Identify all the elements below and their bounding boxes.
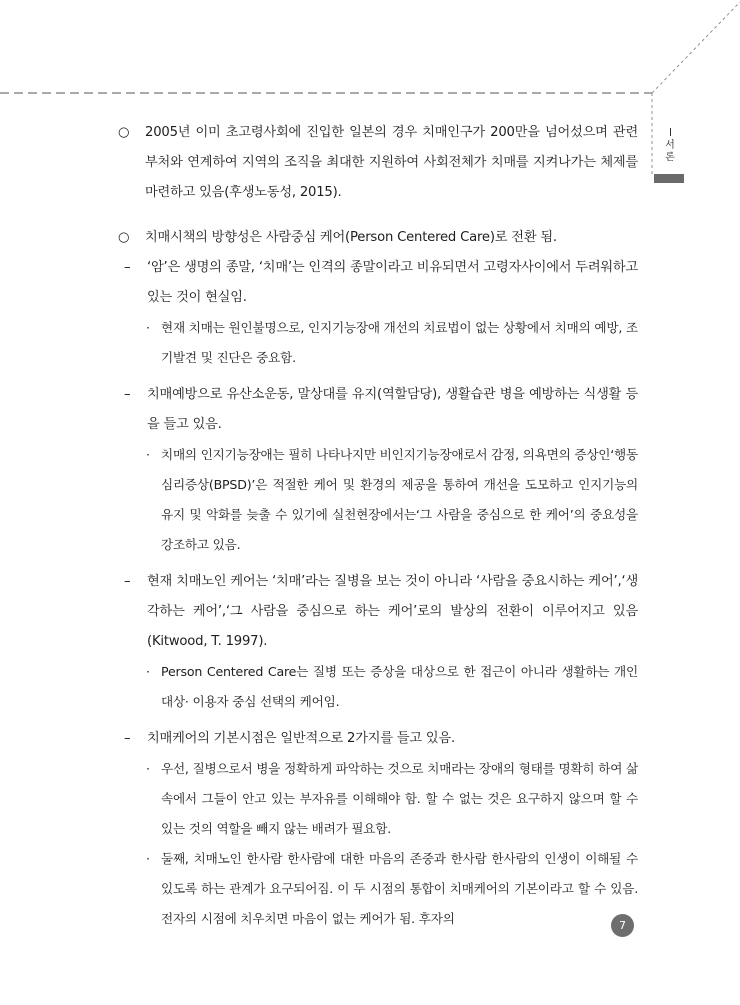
side-tab-bar (670, 128, 671, 136)
circle-bullet: ○ (118, 230, 130, 245)
circle-bullet: ○ (118, 125, 130, 140)
dash-bullet: – (124, 387, 131, 402)
paragraph-text: Person Centered Care는 질병 또는 증상을 대상으로 한 접근이 아니라 생활하는 개인대상· 이용자 중심 선택의 케어임. (161, 664, 638, 709)
paragraph-text: 치매예방으로 유산소운동, 말상대를 유지(역할담당), 생활습관 병을 예방하는 식생활 등을 들고 있음. (147, 387, 638, 432)
paragraph-text: 치매케어의 기본시점은 일반적으로 2가지를 들고 있음. (147, 731, 456, 746)
paragraph-4 (146, 313, 638, 373)
dot-bullet: · (146, 851, 150, 866)
paragraph-3 (124, 253, 638, 313)
paragraph-2 (118, 223, 638, 253)
paragraph-9 (124, 724, 638, 754)
paragraph-text: 현재 치매노인 케어는 ‘치매’라는 질병을 보는 것이 아니라 ‘사람을 중요시하는 케어’,‘생각하는 케어’,‘그 사람을 중심으로 하는 케어’로의 발상의 전환이 이루어지고 있음(Kitwood, T. 1997). (147, 574, 638, 649)
dash-bullet: – (124, 731, 131, 746)
dot-bullet: · (146, 664, 150, 679)
dot-bullet: · (146, 761, 150, 776)
paragraph-5 (124, 380, 638, 440)
paragraph-text: 현재 치매는 원인불명으로, 인지기능장애 개선의 치료법이 없는 상황에서 치매의 예방, 조기발견 및 진단은 중요함. (161, 320, 638, 365)
paragraph-7 (124, 567, 638, 657)
paragraph-1 (118, 118, 638, 208)
paragraph-text: 둘째, 치매노인 한사람 한사람에 대한 마음의 존중과 한사람 한사람의 인생이 이해될 수 있도록 하는 관계가 요구되어짐. 이 두 시점의 통합이 치매케어의 기본이라고 할 수 있음. 전자의 시점에 치우치면 마음이 없는 케어가 됨. 후자의 (161, 851, 638, 926)
chapter-side-tab (656, 122, 684, 164)
dash-bullet: – (124, 574, 131, 589)
paragraph-text: 우선, 질병으로서 병을 정확하게 파악하는 것으로 치매라는 장애의 형태를 명확히 하여 삶속에서 그들이 안고 있는 부자유를 이해해야 함. 할 수 없는 것은 요구하지 않으며 할 수 있는 것의 역할을 빼지 않는 배려가 필요함. (161, 761, 638, 836)
dot-bullet: · (146, 320, 150, 335)
paragraph-text: 2005년 이미 초고령사회에 진입한 일본의 경우 치매인구가 200만을 넘어섰으며 관련부처와 연계하여 지역의 조직을 최대한 지원하여 사회전체가 치매를 지켜나가는 체제를 마련하고 있음(후생노동성, 2015). (145, 125, 638, 200)
dash-bullet: – (124, 260, 131, 275)
document-body (118, 118, 638, 934)
paragraph-8 (146, 657, 638, 717)
side-tab-block (654, 174, 684, 183)
paragraph-text: 치매의 인지기능장애는 필히 나타나지만 비인지기능장애로서 감정, 의욕면의 증상인‘행동심리증상(BPSD)’은 적절한 케어 및 환경의 제공을 통하여 개선을 도모하고 인지기능의 유지 및 악화를 늦출 수 있기에 실천현장에서는‘그 사람을 중심으로 한 케어’의 중요성을 강조하고 있음. (161, 447, 638, 552)
paragraph-6 (146, 440, 638, 560)
paragraph-10 (146, 754, 638, 844)
paragraph-11 (146, 844, 638, 934)
page-number-badge: 7 (611, 914, 634, 937)
paragraph-text: 치매시책의 방향성은 사람중심 케어(Person Centered Care)로 전환 됨. (145, 230, 557, 245)
side-tab-label: 서론 (665, 140, 675, 163)
dot-bullet: · (146, 447, 150, 462)
paragraph-text: ‘암’은 생명의 종말, ‘치매’는 인격의 종말이라고 비유되면서 고령자사이에서 두려워하고 있는 것이 현실임. (147, 260, 638, 305)
corner-diagonal-line (652, 2, 740, 93)
